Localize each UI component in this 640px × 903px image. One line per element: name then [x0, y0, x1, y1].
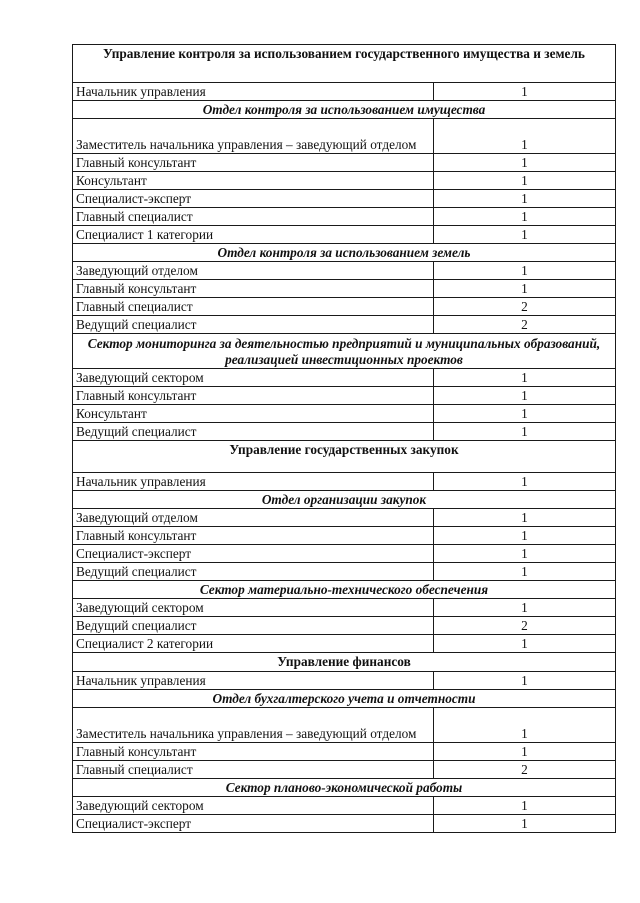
position-name: Ведущий специалист	[73, 617, 434, 635]
position-count: 2	[434, 316, 616, 334]
position-row	[73, 316, 616, 334]
department-heading-row	[73, 101, 616, 119]
position-row	[73, 509, 616, 527]
division-title: Управление государственных закупок	[73, 441, 616, 473]
position-name: Заведующий сектором	[73, 369, 434, 387]
position-count: 2	[434, 761, 616, 779]
position-row	[73, 405, 616, 423]
position-name: Специалист-эксперт	[73, 190, 434, 208]
department-title: Отдел организации закупок	[73, 491, 616, 509]
staffing-document	[72, 44, 615, 833]
position-count: 1	[434, 387, 616, 405]
position-row	[73, 226, 616, 244]
position-count: 1	[434, 119, 616, 154]
position-name: Консультант	[73, 172, 434, 190]
division-heading-row	[73, 45, 616, 83]
position-name: Специалист 2 категории	[73, 635, 434, 653]
position-name: Главный специалист	[73, 208, 434, 226]
position-count: 2	[434, 617, 616, 635]
position-row	[73, 280, 616, 298]
position-count: 1	[434, 563, 616, 581]
position-name: Главный консультант	[73, 527, 434, 545]
position-row	[73, 708, 616, 743]
position-count: 1	[434, 208, 616, 226]
position-row	[73, 387, 616, 405]
staffing-table	[72, 44, 616, 833]
division-title: Управление финансов	[73, 653, 616, 672]
position-name: Специалист-эксперт	[73, 545, 434, 563]
position-row	[73, 815, 616, 833]
position-name: Главный консультант	[73, 154, 434, 172]
position-name: Заведующий отделом	[73, 262, 434, 280]
position-row	[73, 672, 616, 690]
position-row	[73, 262, 616, 280]
position-name: Главный специалист	[73, 298, 434, 316]
position-row	[73, 635, 616, 653]
position-row	[73, 190, 616, 208]
department-title: Отдел контроля за использованием имущества	[73, 101, 616, 119]
position-count: 1	[434, 708, 616, 743]
department-title: Отдел контроля за использованием земель	[73, 244, 616, 262]
position-name: Заместитель начальника управления – заведующий отделом	[73, 708, 434, 743]
position-name: Консультант	[73, 405, 434, 423]
position-row	[73, 83, 616, 101]
position-row	[73, 473, 616, 491]
division-heading-row	[73, 653, 616, 672]
position-count: 1	[434, 154, 616, 172]
position-name: Заведующий отделом	[73, 509, 434, 527]
department-heading-row	[73, 244, 616, 262]
department-title: Сектор планово-экономической работы	[73, 779, 616, 797]
position-count: 1	[434, 83, 616, 101]
position-row	[73, 119, 616, 154]
department-heading-row	[73, 779, 616, 797]
position-row	[73, 563, 616, 581]
position-count: 1	[434, 369, 616, 387]
position-row	[73, 797, 616, 815]
position-count: 1	[434, 405, 616, 423]
division-title: Управление контроля за использованием государственного имущества и земель	[73, 45, 616, 83]
position-count: 1	[434, 672, 616, 690]
position-row	[73, 599, 616, 617]
position-count: 2	[434, 298, 616, 316]
position-count: 1	[434, 527, 616, 545]
position-name: Начальник управления	[73, 83, 434, 101]
position-count: 1	[434, 172, 616, 190]
position-count: 1	[434, 190, 616, 208]
department-heading-row	[73, 690, 616, 708]
position-name: Заведующий сектором	[73, 797, 434, 815]
position-count: 1	[434, 280, 616, 298]
position-name: Главный консультант	[73, 387, 434, 405]
position-count: 1	[434, 545, 616, 563]
staffing-table-body	[73, 45, 616, 833]
position-name: Ведущий специалист	[73, 563, 434, 581]
position-count: 1	[434, 743, 616, 761]
position-name: Заведующий сектором	[73, 599, 434, 617]
department-title: Сектор материально-технического обеспечения	[73, 581, 616, 599]
position-row	[73, 298, 616, 316]
position-row	[73, 617, 616, 635]
position-row	[73, 423, 616, 441]
position-count: 1	[434, 226, 616, 244]
position-row	[73, 172, 616, 190]
position-name: Ведущий специалист	[73, 423, 434, 441]
position-row	[73, 545, 616, 563]
department-heading-row	[73, 491, 616, 509]
department-heading-row	[73, 334, 616, 369]
position-name: Начальник управления	[73, 473, 434, 491]
position-name: Заместитель начальника управления – заведующий отделом	[73, 119, 434, 154]
position-count: 1	[434, 635, 616, 653]
position-count: 1	[434, 797, 616, 815]
position-count: 1	[434, 599, 616, 617]
position-name: Специалист 1 категории	[73, 226, 434, 244]
position-row	[73, 154, 616, 172]
position-name: Главный консультант	[73, 280, 434, 298]
department-title: Отдел бухгалтерского учета и отчетности	[73, 690, 616, 708]
position-count: 1	[434, 473, 616, 491]
position-row	[73, 527, 616, 545]
position-name: Главный консультант	[73, 743, 434, 761]
position-count: 1	[434, 815, 616, 833]
department-heading-row	[73, 581, 616, 599]
position-name: Начальник управления	[73, 672, 434, 690]
position-count: 1	[434, 262, 616, 280]
department-title: Сектор мониторинга за деятельностью предприятий и муниципальных образований, реализацией инвестиционных проектов	[73, 334, 616, 369]
position-row	[73, 208, 616, 226]
position-row	[73, 369, 616, 387]
position-name: Ведущий специалист	[73, 316, 434, 334]
position-row	[73, 761, 616, 779]
division-heading-row	[73, 441, 616, 473]
position-name: Главный специалист	[73, 761, 434, 779]
position-count: 1	[434, 423, 616, 441]
position-count: 1	[434, 509, 616, 527]
position-name: Специалист-эксперт	[73, 815, 434, 833]
position-row	[73, 743, 616, 761]
